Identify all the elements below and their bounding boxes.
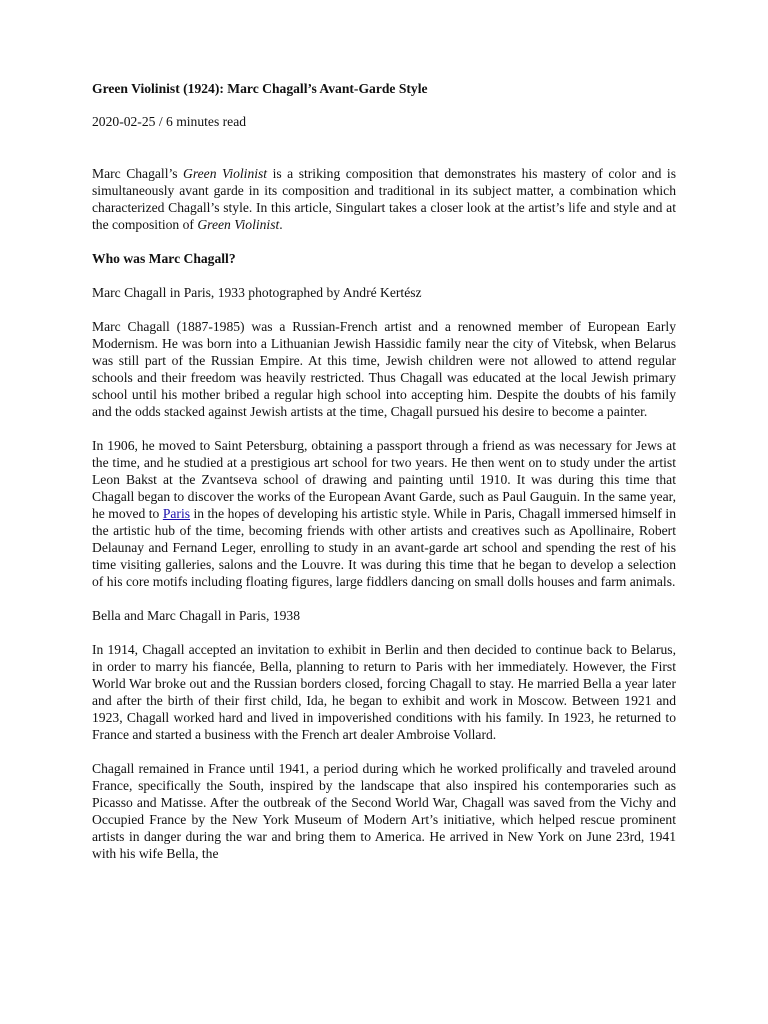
article-title: Green Violinist (1924): Marc Chagall’s Avant-Garde Style bbox=[92, 81, 428, 96]
intro-text-2: is a striking composition that demonstrates his mastery of color and is simultaneously avant garde in its composition and traditional in its subject matter, a combination which characterized Chagall’s style. In this article, Singulart takes a closer look at the artist’s life and style and at the composition of bbox=[92, 166, 676, 232]
article-date-readtime: 2020-02-25 / 6 minutes read bbox=[92, 114, 247, 129]
section-heading-who-was-chagall: Who was Marc Chagall? bbox=[92, 251, 236, 266]
intro-text-1: Marc Chagall’s bbox=[92, 166, 184, 181]
biography-paragraph-2 bbox=[92, 437, 676, 590]
paris-link[interactable]: Paris bbox=[162, 506, 191, 521]
paragraph-2-text-before: In 1906, he moved to Saint Petersburg, obtaining a passport through a friend as was necessary for Jews at the time, and he studied at a prestigious art school for two years. He then went on to study under the artist Leon Bakst at the Zvantseva school of drawing and painting until 1910. It was during this time that Chagall began to discover the works of the European Avant Garde, such as Paul Gauguin. In the same year, he moved to bbox=[92, 438, 676, 521]
document-page bbox=[92, 80, 676, 879]
photo-caption-1938: Bella and Marc Chagall in Paris, 1938 bbox=[92, 608, 301, 623]
intro-italic-title-1: Green Violinist bbox=[183, 166, 268, 181]
paragraph-2-text-after: in the hopes of developing his artistic style. While in Paris, Chagall immersed himself in the artistic hub of the time, becoming friends with other artists and creatives such as Apollinaire, Robert Delaunay and Fernand Leger, enrolling to study in an avant-garde art school and spending the rest of his time visiting galleries, salons and the Louvre. It was during this time that he began to develop a selection of his core motifs including floating figures, large fiddlers dancing on small dolls houses and farm animals. bbox=[92, 506, 676, 589]
intro-italic-title-2: Green Violinist bbox=[197, 217, 280, 232]
biography-paragraph-3: In 1914, Chagall accepted an invitation to exhibit in Berlin and then decided to continue back to Belarus, in order to marry his fiancée, Bella, planning to return to Paris with her immediately. However, the First World War broke out and the Russian borders closed, forcing Chagall to stay. He married Bella a year later and after the birth of their first child, Ida, he began to exhibit and work in Moscow. Between 1921 and 1923, Chagall worked hard and lived in impoverished conditions with his family. In 1923, he returned to France and started a business with the French art dealer Ambroise Vollard. bbox=[92, 642, 676, 742]
intro-paragraph bbox=[92, 165, 676, 233]
biography-paragraph-1: Marc Chagall (1887-1985) was a Russian-French artist and a renowned member of European Early Modernism. He was born into a Lithuanian Jewish Hassidic family near the city of Vitebsk, when Belarus was still part of the Russian Empire. At this time, Jewish children were not allowed to attend regular schools and their freedom was heavily restricted. Thus Chagall was educated at the local Jewish primary school until his mother bribed a regular high school into accepting him. Despite the doubts of his family and the odds stacked against Jewish artists at the time, Chagall pursued his desire to become a painter. bbox=[92, 319, 676, 419]
photo-caption-1933: Marc Chagall in Paris, 1933 photographed by André Kertész bbox=[92, 285, 422, 300]
intro-text-3: . bbox=[279, 217, 283, 232]
biography-paragraph-4: Chagall remained in France until 1941, a period during which he worked prolifically and traveled around France, specifically the South, inspired by the landscape that also inspired his contemporaries such as Picasso and Matisse. After the outbreak of the Second World War, Chagall was saved from the Vichy and Occupied France by the New York Museum of Modern Art’s initiative, which helped rescue prominent artists in danger during the war and bring them to America. He arrived in New York on June 23rd, 1941 with his wife Bella, the bbox=[92, 761, 676, 861]
